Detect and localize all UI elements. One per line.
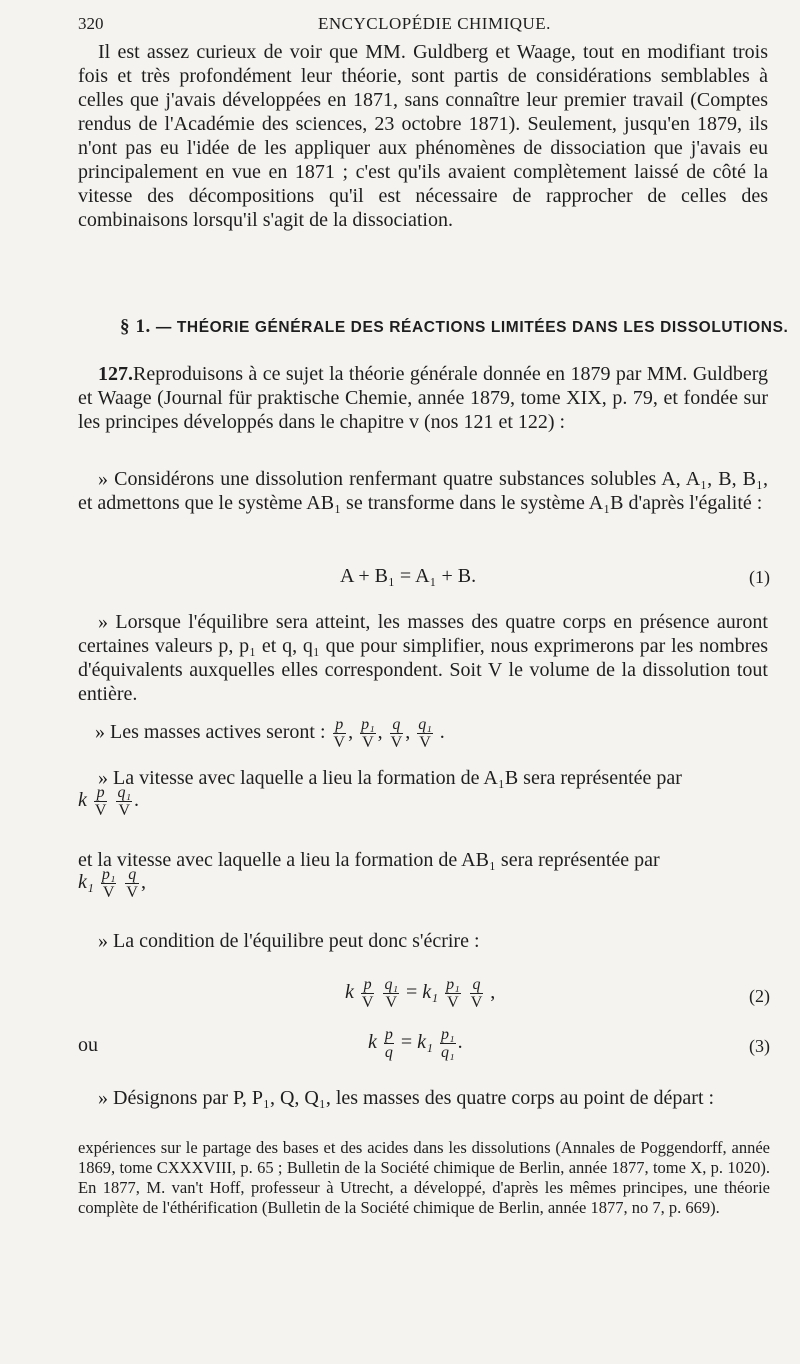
paragraph-equilibre: » Lorsque l'équilibre sera atteint, les masses des quatre corps en présence auront certaines valeurs p, p₁ et q, q₁ que pour simplifier, nous exprimerons par les nombres d'équivalents auxquelles elles correspondent. Soit V le volume de la dissolution tout entière.: [78, 611, 768, 705]
equation-1-number: (1): [749, 567, 770, 587]
footnote: expériences sur le partage des bases et des acides dans les dissolutions (Annales de Poggendorff, année 1869, tome CXXXVIII, p. 65 ; Bulletin de la Société chimique de Berlin, année 1877, tome X, p. 1020). En 1877, M. van't Hoff, professeur à Utrecht, a développé, d'après les mêmes principes, une théorie complète de l'éthérification (Bulletin de la Société chimique de Berlin, année 1877, no 7, p. 669).: [78, 1138, 770, 1217]
equation-1: A + B₁ = A₁ + B.: [340, 565, 477, 587]
paragraph-127: [78, 362, 768, 434]
fraction-p-over-v: $\frac{p}{V}$: [333, 716, 346, 751]
rate-expression-2: k₁ $\frac{\text{p₁}}{V}$ $\frac{q}{V}$ ,: [78, 866, 146, 901]
rate-expression-1: k $\frac{p}{V}$ $\frac{\text{q₁}}{V}$ .: [78, 784, 140, 819]
section-heading: [120, 316, 788, 338]
masses-actives-line: » Les masses actives seront : $\frac{p}{V}$ , $\frac{\text{p₁}}{V}$ , $\frac{q}{V}$ , $\frac{\text{q₁}}{V}$ .: [95, 716, 445, 751]
equation-2-number: (2): [749, 986, 770, 1006]
equation-2: k $\frac{p}{V}$ $\frac{\text{q₁}}{V}$ = k₁ $\frac{\text{p₁}}{V}$ $\frac{q}{V}$ ,: [345, 976, 496, 1011]
page-number: 320: [78, 14, 104, 33]
paragraph-vitesse-ab1: et la vitesse avec laquelle a lieu la formation de AB₁ sera représentée par: [78, 849, 660, 871]
running-title: ENCYCLOPÉDIE CHIMIQUE.: [318, 14, 551, 33]
paragraph-considerons: » Considérons une dissolution renfermant quatre substances solubles A, A₁, B, B₁, et admettons que le système AB₁ se transforme dans le système A₁B d'après l'égalité :: [78, 468, 768, 514]
page-header: [78, 14, 770, 38]
fraction-q-over-v: $\frac{q}{V}$: [390, 716, 403, 751]
fraction-q1-over-v: $\frac{\text{q₁}}{V}$: [418, 716, 432, 751]
equation-3-number: (3): [749, 1036, 770, 1056]
paragraph-designons: » Désignons par P, P₁, Q, Q₁, les masses des quatre corps au point de départ :: [98, 1087, 715, 1109]
equation-3: k $\frac{p}{q}$ = k₁ $\frac{\text{p₁}}{\text{q₁}}$ .: [368, 1026, 463, 1061]
paragraph-number: 127.: [98, 363, 133, 385]
paragraph-127-text: Reproduisons à ce sujet la théorie générale donnée en 1879 par MM. Guldberg et Waage (Journal für praktische Chemie, année 1879, tome XIX, p. 79, et fondée sur les principes développés dans le chapitre v (nos 121 et 122) :: [78, 363, 768, 433]
intro-paragraph: Il est assez curieux de voir que MM. Guldberg et Waage, tout en modifiant trois fois et très profondément leur théorie, sont partis de considérations semblables à celles que j'avais développées en 1871, sans connaître leur premier travail (Comptes rendus de l'Académie des sciences, 23 octobre 1871). Seulement, jusqu'en 1879, ils n'ont pas eu l'idée de les appliquer aux phénomènes de dissociation que j'avais eu principalement en vue en 1871 ; c'est qu'ils avaient complètement laissé de côté la vitesse des décompositions qu'il est nécessaire de rapprocher de celles des combinaisons lorsqu'il s'agit de la dissociation.: [78, 41, 768, 231]
section-number: § 1.: [120, 316, 151, 337]
paragraph-vitesse-a1b: » La vitesse avec laquelle a lieu la formation de A₁B sera représentée par: [98, 767, 682, 789]
paragraph-condition: » La condition de l'équilibre peut donc s'écrire :: [98, 930, 480, 952]
fraction-p1-over-v: $\frac{\text{p₁}}{V}$: [361, 716, 375, 751]
equation-3-prefix: ou: [78, 1034, 98, 1056]
section-title: — THÉORIE GÉNÉRALE DES RÉACTIONS LIMITÉES DANS LES DISSOLUTIONS.: [155, 319, 789, 336]
masses-actives-label: » Les masses actives seront :: [95, 721, 326, 744]
